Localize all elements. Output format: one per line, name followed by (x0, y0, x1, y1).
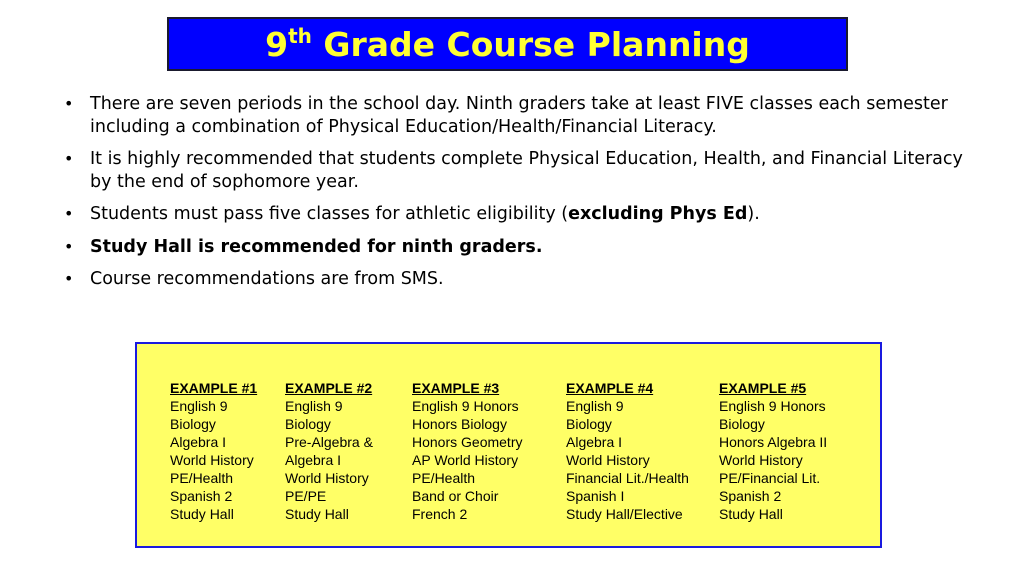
page-title (265, 25, 750, 64)
course-item: Spanish I (566, 488, 625, 504)
course-item: English 9 Honors (412, 398, 519, 414)
example-heading: EXAMPLE #4 (566, 380, 654, 396)
bullet-dot-icon: • (64, 269, 74, 288)
examples-box (135, 342, 882, 548)
bullet-item (64, 93, 984, 138)
bullet-item (64, 236, 984, 259)
example-column-5 (719, 379, 827, 523)
course-item: Study Hall (170, 506, 234, 522)
course-item: Biology (566, 416, 612, 432)
bullet-dot-icon: • (64, 236, 74, 256)
course-item: Study Hall (285, 506, 349, 522)
course-item: English 9 (170, 398, 228, 414)
course-item: Band or Choir (412, 488, 499, 504)
course-item: World History (285, 470, 369, 486)
course-item: PE/Health (170, 470, 234, 486)
course-item: Spanish 2 (719, 488, 782, 504)
course-item: Biology (285, 416, 331, 432)
course-item: Biology (719, 416, 765, 432)
example-column-2 (285, 379, 373, 523)
course-item: Honors Geometry (412, 434, 523, 450)
course-item: Study Hall (719, 506, 783, 522)
course-item: PE/Health (412, 470, 476, 486)
course-item: PE/Financial Lit. (719, 470, 821, 486)
bullet-text-bold: excluding Phys Ed (568, 204, 748, 224)
bullet-text: Course recommendations are from SMS. (90, 269, 444, 289)
bullet-item (64, 268, 984, 291)
course-item: AP World History (412, 452, 519, 468)
bullet-item (64, 203, 984, 226)
bullet-text-prefix: Students must pass five classes for athletic eligibility ( (90, 204, 569, 224)
course-item: World History (719, 452, 803, 468)
bullet-list (64, 93, 984, 301)
example-heading: EXAMPLE #2 (285, 380, 373, 396)
title-text: Grade Course Planning (323, 24, 750, 64)
course-item: World History (170, 452, 254, 468)
bullet-dot-icon: • (64, 204, 74, 223)
bullet-text: It is highly recommended that students complete Physical Education, Health, and Financial Literacy by the end of sophomore year. (90, 149, 963, 192)
bullet-text-suffix: ). (747, 204, 760, 224)
course-item: Study Hall/Elective (566, 506, 683, 522)
example-column-3 (412, 379, 522, 523)
example-heading: EXAMPLE #5 (719, 380, 807, 396)
bullet-item (64, 148, 984, 193)
course-item: World History (566, 452, 650, 468)
course-item: English 9 (566, 398, 624, 414)
bullet-text-bold: Study Hall is recommended for ninth graders. (90, 236, 543, 257)
example-heading: EXAMPLE #1 (170, 380, 258, 396)
title-banner (167, 17, 848, 71)
title-grade-suffix: th (288, 23, 312, 48)
course-item: French 2 (412, 506, 468, 522)
example-heading: EXAMPLE #3 (412, 380, 500, 396)
course-item: Algebra I (566, 434, 623, 450)
course-item: English 9 (285, 398, 343, 414)
course-item: English 9 Honors (719, 398, 826, 414)
course-item: Algebra I (170, 434, 227, 450)
course-item: Financial Lit./Health (566, 470, 689, 486)
course-item: Pre-Algebra & (285, 434, 373, 450)
course-item: Spanish 2 (170, 488, 233, 504)
course-item: PE/PE (285, 488, 327, 504)
example-column-1 (170, 379, 257, 523)
title-grade-number: 9 (265, 24, 289, 64)
bullet-dot-icon: • (64, 94, 74, 113)
course-item: Biology (170, 416, 216, 432)
course-item: Algebra I (285, 452, 342, 468)
course-item: Honors Algebra II (719, 434, 828, 450)
example-column-4 (566, 379, 689, 523)
bullet-dot-icon: • (64, 149, 74, 168)
bullet-text: There are seven periods in the school day. Ninth graders take at least FIVE classes each semester including a combination of Physical Education/Health/Financial Literacy. (90, 94, 948, 137)
course-item: Honors Biology (412, 416, 507, 432)
